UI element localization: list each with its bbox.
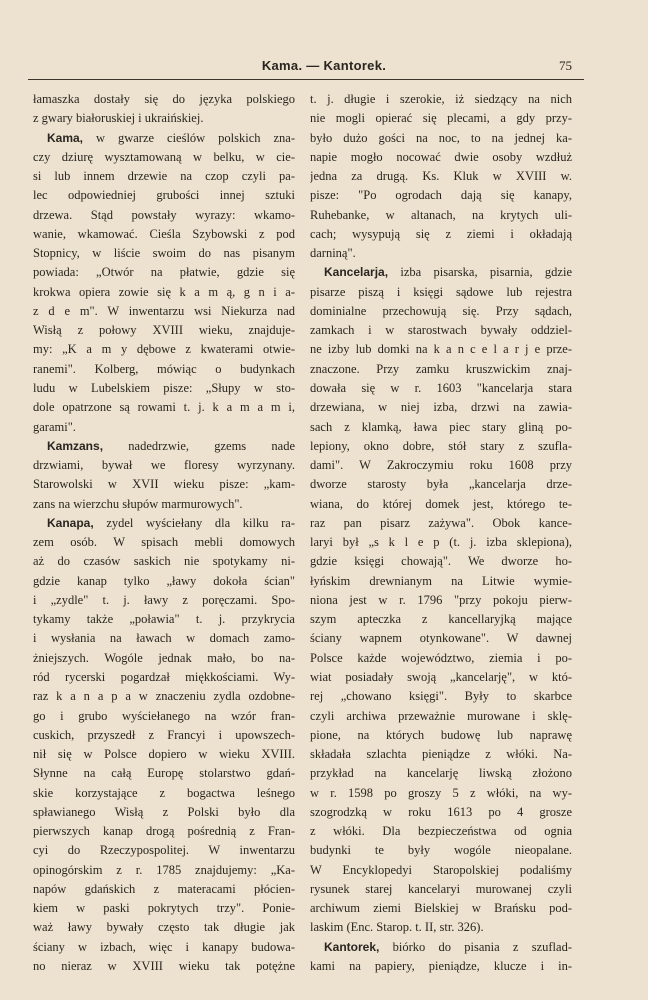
text-line (33, 687, 295, 706)
text-line (310, 206, 572, 225)
text-line (33, 803, 295, 822)
text-line (33, 668, 295, 687)
text-line (33, 437, 295, 456)
line-text: Ruhebanke, w altanach, na krytych uli- (310, 207, 572, 222)
line-text: czy dziurę wysztamowaną w belku, w cie- (33, 149, 295, 164)
line-text: nie mogli opierać się plecami, a gdy przy- (310, 111, 572, 126)
text-line (310, 938, 572, 957)
text-line (310, 148, 572, 167)
text-line (33, 418, 295, 437)
text-line (33, 398, 295, 417)
text-line (33, 321, 295, 340)
line-text: drzewiana, w niej izba, drzwi na zawia- (310, 400, 572, 415)
text-line (33, 957, 295, 976)
line-text: Słynne na całą Europę stolarstwo gdań- (33, 766, 295, 781)
line-text: budynki te były wogóle nieopalane. (310, 843, 572, 858)
text-line (310, 456, 572, 475)
text-line (310, 283, 572, 302)
text-line (310, 437, 572, 456)
text-line (310, 745, 572, 764)
text-line (33, 764, 295, 783)
text-line (33, 475, 295, 494)
line-text: raz pan pisarz zażywa". Obok kance- (310, 515, 572, 530)
text-line (33, 186, 295, 205)
line-text: krokwa opiera zowie się k a m ą, g n i a- (33, 284, 295, 299)
text-line (310, 687, 572, 706)
line-text: niona jest w r. 1796 "przy pokoju pierw- (310, 592, 572, 607)
text-line (310, 629, 572, 648)
line-text: lepiony, okno dobre, stół stary z szufla- (310, 438, 572, 453)
text-line (310, 649, 572, 668)
text-line (310, 707, 572, 726)
text-line (33, 456, 295, 475)
line-text: Starowolski w XVII wieku pisze: „kam- (33, 477, 295, 492)
text-line (310, 321, 572, 340)
line-text: kami na papiery, pieniądze, klucze i in- (310, 958, 572, 973)
right-column (310, 90, 572, 976)
text-line (310, 726, 572, 745)
entry-headword: Kanapa, (47, 515, 94, 530)
text-line (310, 841, 572, 860)
line-text: raz k a n a p a w znaczeniu zydla ozdobne- (33, 689, 295, 704)
text-line (310, 533, 572, 552)
line-text: ludu w Lubelskiem pisze: „Słupy w sto- (33, 380, 295, 395)
line-text: składała szlachta pieniądze z włóki. Na- (310, 747, 572, 762)
line-text: z włóki. Dla bezpieczeństwa od ognia (310, 824, 572, 839)
text-line (310, 880, 572, 899)
text-line (310, 803, 572, 822)
text-line (310, 918, 572, 937)
line-text: pione, na których budowę lub naprawę (310, 727, 572, 742)
line-text: garami". (33, 419, 76, 434)
text-line (33, 591, 295, 610)
line-text: wiat posiadały swoją „kancelarję", w któ- (310, 669, 572, 684)
line-text: zem osób. W spisach mebli domowych (33, 535, 295, 550)
line-text: zydel wyściełany dla kilku ra- (93, 515, 295, 530)
text-line (33, 90, 295, 109)
line-text: ne izby lub domki na k a n c e l a r j e prze- (310, 342, 572, 357)
line-text: z gwary białoruskiej i ukraińskiej. (33, 111, 204, 126)
text-line (310, 957, 572, 976)
line-text: lec odpowiedniej grubości innej sztuki (33, 188, 295, 203)
text-line (310, 263, 572, 282)
line-text: szym apteczka z kancellaryjką mające (310, 612, 572, 627)
line-text: napie mogło nocować dwie osoby wzdłuż (310, 149, 572, 164)
line-text: nił się w Polsce dopiero w wieku XVIII. (33, 747, 295, 762)
text-line (33, 109, 295, 128)
text-line (33, 340, 295, 359)
text-line (310, 90, 572, 109)
text-line (310, 572, 572, 591)
text-line (33, 302, 295, 321)
line-text: kiem w paski pokrytych trzy". Ponie- (33, 901, 295, 916)
text-line (310, 591, 572, 610)
line-text: drzewa. Stąd powstały wyrazy: wkamo- (33, 207, 295, 222)
text-line (310, 129, 572, 148)
line-text: pisze: "Po ogrodach dają się kanapy, (310, 188, 572, 203)
line-text: łyńskim drewnianym na Litwie wymie- (310, 573, 572, 588)
text-line (33, 918, 295, 937)
text-line (310, 764, 572, 783)
text-line (33, 244, 295, 263)
line-text: jedna za drugą. Ks. Kluk w XVIII w. (310, 169, 572, 184)
line-text: Polsce każde województwo, ziemia i po- (310, 650, 572, 665)
text-line (33, 206, 295, 225)
text-line (310, 610, 572, 629)
page-number: 75 (559, 58, 572, 73)
line-text: waż ławy bywały często tak długie jak (33, 920, 295, 935)
text-line (33, 745, 295, 764)
text-line (33, 629, 295, 648)
entry-headword: Kama, (47, 130, 84, 145)
text-line (33, 167, 295, 186)
entry-headword: Kancelarja, (324, 265, 389, 280)
text-line (33, 899, 295, 918)
text-line (33, 533, 295, 552)
line-text: z d e m". W inwentarzu wsi Niekurza nad (33, 303, 295, 318)
line-text: biórko do pisania z szuflad- (379, 939, 572, 954)
line-text: czyli archiwa przeważnie murowane i sklę- (310, 708, 572, 723)
line-text: sach z klamką, ława piec stary gliną po- (310, 419, 572, 434)
text-line (33, 495, 295, 514)
text-line (33, 129, 295, 148)
text-line (33, 263, 295, 282)
line-text: nadedrzwie, gzems nade (103, 438, 295, 453)
line-text: gdzie kanap tylko „ławy dokoła ścian" (33, 573, 295, 588)
line-text: Wisłą z połowy XVIII wieku, znajduje- (33, 323, 295, 338)
line-text: izba pisarska, pisarnia, gdzie (388, 265, 572, 280)
line-text: go i grubo wyściełanego na wzór fran- (33, 708, 295, 723)
line-text: rej „chowano księgi". Były to skarbce (310, 689, 572, 704)
line-text: cyi do Rzeczypospolitej. W inwentarzu (33, 843, 295, 858)
text-line (33, 784, 295, 803)
line-text: t. j. długie i szerokie, iż siedzący na nich (310, 92, 572, 106)
line-text: ściany w izbach, więc i kanapy budowa- (33, 939, 295, 954)
line-text: my: „K a m y dębowe z kwaterami otwie- (33, 342, 295, 357)
line-text: Stopnicy, w liście swoim do nas pisanym (33, 246, 295, 261)
line-text: pierwszych kanap drogą pośrednią z Fran- (33, 824, 295, 839)
line-text: cuskich, przyszedł z Francyi i upowszech- (33, 727, 295, 742)
text-line (310, 398, 572, 417)
text-line (33, 822, 295, 841)
line-text: tykamy także „poławia" t. j. przykrycia (33, 612, 295, 627)
line-text: zamkach i w starostwach bywały oddziel- (310, 323, 572, 338)
line-text: drzwiami, bywał we floresy wyrzynany. (33, 458, 295, 473)
line-text: si lub innem drzewie na czop czyli pa- (33, 169, 295, 184)
line-text: ród rycerski pogardzał miękkościami. Wy- (33, 669, 295, 684)
text-line (33, 552, 295, 571)
text-line (33, 379, 295, 398)
line-text: w gwarze cieślów polskich zna- (83, 130, 295, 145)
text-line (310, 822, 572, 841)
text-line (310, 552, 572, 571)
entry-headword: Kantorek, (324, 939, 380, 954)
line-text: w r. 1598 po groszy 5 z włóki, na wy- (310, 785, 572, 800)
text-line (310, 109, 572, 128)
text-line (310, 495, 572, 514)
line-text: i wysłania na ławach w domach zamo- (33, 631, 295, 646)
line-text: powiada: „Otwór na płatwie, gdzie się (33, 265, 295, 280)
line-text: archiwum ziemi Bielskiej w Brańsku pod- (310, 901, 572, 916)
line-text: i „zydle" t. j. ławy z poręczami. Spo- (33, 592, 295, 607)
line-text: napów gdańskich z materacami płócien- (33, 881, 295, 896)
text-line (310, 302, 572, 321)
text-line (310, 186, 572, 205)
text-line (310, 861, 572, 880)
text-line (33, 938, 295, 957)
text-line (33, 225, 295, 244)
line-text: darniną". (310, 246, 356, 261)
text-line (310, 514, 572, 533)
line-text: żniejszych. Wogóle jednak mało, bo na- (33, 650, 295, 665)
text-line (33, 649, 295, 668)
header-rule (28, 79, 584, 80)
line-text: zans na wierzchu słupów marmurowych". (33, 496, 243, 511)
entry-headword: Kamzans, (47, 438, 104, 453)
line-text: pisarze piszą i księgi sądowe lub rejestra (310, 284, 572, 299)
text-line (33, 148, 295, 167)
line-text: szogrodzką w roku 1613 po 4 grosze (310, 804, 572, 819)
line-text: dole opatrzone są rowami t. j. k a m a m i, (33, 400, 295, 415)
text-line (33, 610, 295, 629)
text-line (33, 880, 295, 899)
text-line (33, 861, 295, 880)
text-line (310, 340, 572, 359)
text-line (310, 899, 572, 918)
line-text: aż do czasów saskich nie spotykamy ni- (33, 554, 295, 569)
text-line (310, 784, 572, 803)
line-text: W Encyklopedyi Staropolskiej podaliśmy (310, 862, 572, 877)
running-header: Kama. — Kantorek. (261, 58, 387, 73)
line-text: laskim (Enc. Starop. t. II, str. 326). (310, 920, 484, 935)
line-text: dominialne przechowują się. Przy sądach, (310, 303, 572, 318)
line-text: wiana, do której domek jest, którego te- (310, 496, 572, 511)
left-column (33, 90, 295, 976)
text-line (33, 841, 295, 860)
line-text: gdzie księgi chowają". We dworze ho- (310, 554, 572, 569)
text-line (33, 514, 295, 533)
line-text: cach; wysypują się z ziemi i okładają (310, 226, 572, 241)
text-line (310, 475, 572, 494)
line-text: skie korzystające z bogactwa leśnego (33, 785, 295, 800)
line-text: dami". W Zakroczymiu roku 1608 przy (310, 458, 572, 473)
line-text: było dużo gości na noc, to na jednej ka- (310, 130, 572, 145)
line-text: rysunek starej kancelaryi murowanej czyli (310, 881, 572, 896)
text-line (33, 360, 295, 379)
line-text: łamaszka dostały się do języka polskiego (33, 92, 295, 106)
line-text: dworze starosty była „kancelarja drze- (310, 477, 572, 492)
line-text: opinogórskim z r. 1785 znajdujemy: „Ka- (33, 862, 295, 877)
line-text: dowała się w r. 1603 "kancelarja stara (310, 380, 572, 395)
text-line (33, 726, 295, 745)
text-line (310, 379, 572, 398)
text-line (310, 244, 572, 263)
text-line (33, 572, 295, 591)
text-line (33, 283, 295, 302)
line-text: przykład na kancelarję liwską złożono (310, 766, 572, 781)
line-text: znaczone. Przy zamku kruszwickim znaj- (310, 361, 572, 376)
text-line (310, 668, 572, 687)
text-line (310, 225, 572, 244)
text-line (310, 418, 572, 437)
text-line (33, 707, 295, 726)
line-text: ranemi". Kolberg, mówiąc o budynkach (33, 361, 295, 376)
line-text: laryi był „s k l e p (t. j. izba sklepiona), (310, 535, 572, 550)
line-text: wanie, wkamować. Cieśla Szybowski z pod (33, 226, 295, 241)
text-line (310, 360, 572, 379)
line-text: spławianego Wisłą z Polski było dla (33, 804, 295, 819)
line-text: ściany wapnem otynkowane". W dawnej (310, 631, 572, 646)
line-text: no nieraz w XVIII wieku tak potężne (33, 958, 295, 973)
text-line (310, 167, 572, 186)
